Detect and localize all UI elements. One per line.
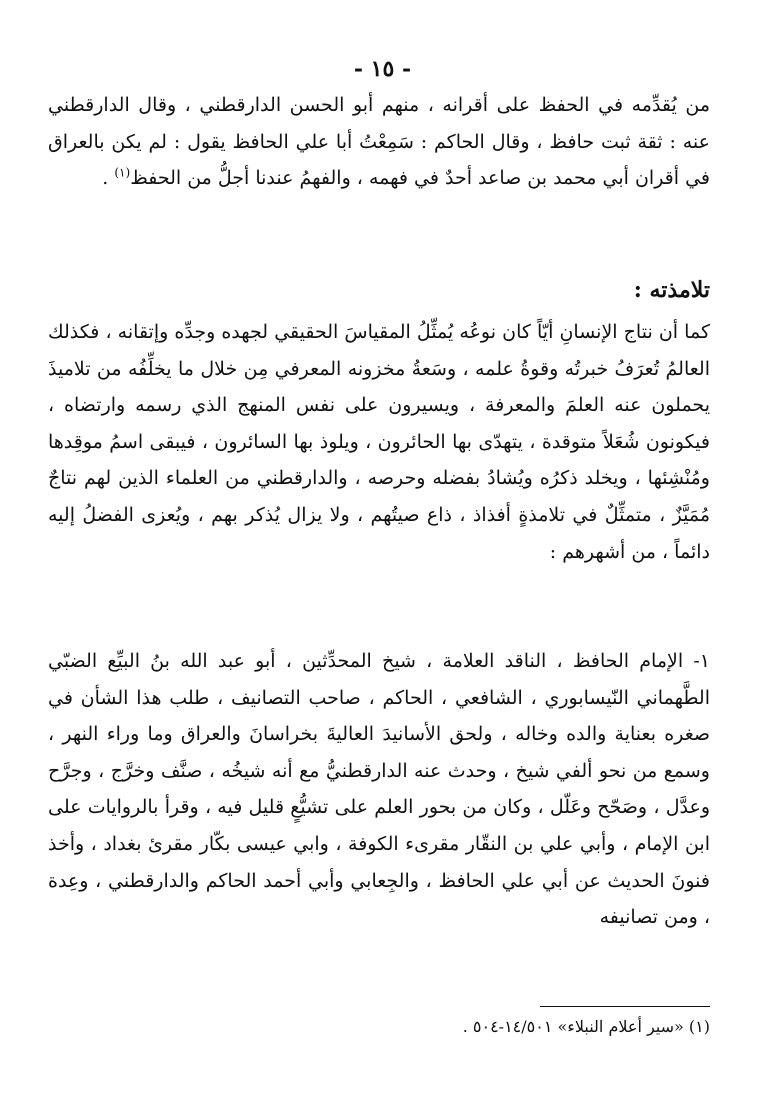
- intro-paragraph: [48, 87, 710, 197]
- footnote-marker[interactable]: (١): [114, 165, 131, 180]
- students-paragraph: كما أن نتاج الإنسانِ أيّاً كان نوعُه يُمثِّلُ المقياسَ الحقيقي لجهده وجدِّه وإتقانه ، فكذلك العالمُ تُعرَفُ خبرتُه وقوةُ علمه ، وسَعةُ مخزونه المعرفي مِن خلال ما يخلِّفُه من تلاميذَ يحملون عنه العلمَ والمعرفة ، ويسيرون على نفس المنهج الذي رسمه وارتضاه ، فيكونون شُعَلاً متوقدة ، يتهدّى بها الحائرون ، ويلوذ بها السائرون ، فيبقى اسمُ موقِدها ومُنْشِئها ، ويخلد ذكرُه ويُشادُ بفضله وحرصه ، والدارقطني من العلماء الذين لهم نتاجٌ مُمَيَّزٌ ، متمثِّلٌ في تلامذةٍ أفذاذ ، ذاع صيتُهم ، ولا يزال يُذكر بهم ، ويُعزى الفضلُ إليه دائماً ، من أشهرهم :: [48, 321, 710, 563]
- scholar-paragraph: ١- الإمام الحافظ ، الناقد العلامة ، شيخ المحدِّثين ، أبو عبد الله بنُ البيِّع الضبّي الطَّهماني النّيسابوري ، الشافعي ، الحاكم ، صاحب التصانيف ، طلب هذا الشأن في صغره بعناية والده وخاله ، ولحق الأسانيدَ العاليةَ بخراسانَ والعراق وما وراء النهر ، وسمع من نحو ألفي شيخ ، وحدث عنه الدارقطنيُّ مع أنه شيخُه ، صنَّف وخرَّج ، وجرَّح وعدَّل ، وصَحّح وعَلّل ، وكان من بحور العلم على تشيُّعٍ قليل فيه ، وقرأ بالروايات على ابن الإمام ، وأبي علي بن النقّار مقرىء الكوفة ، وابي عيسى بكّار مقرئ بغداد ، وأخذ فنونَ الحديث عن أبي علي الحافظ ، والجِعابي وأبي أحمد الحاكم والدارقطني ، وعِدة ، ومن تصانيفه: [48, 650, 710, 929]
- section-heading: تلامذته :: [633, 277, 710, 303]
- intro-paragraph-block: [48, 87, 710, 197]
- footnote-divider: [540, 1006, 710, 1007]
- page-number: - ١٥ -: [353, 56, 412, 82]
- students-paragraph-block: [48, 314, 710, 570]
- intro-text-end: .: [102, 167, 115, 190]
- intro-text: من يُقدِّمه في الحفظ على أقرانه ، منهم أبو الحسن الدارقطني ، وقال الدارقطني عنه : ثقة ثبت حافظ ، وقال الحاكم : سَمِعْتُ أبا علي الحافظ يقول : لم يكن بالعراق في أقران أبي محمد بن صاعد أحدٌ في فهمه ، والفهمُ عندنا أجلُّ من الحفظ: [48, 94, 710, 190]
- scholar-paragraph-block: [48, 643, 710, 936]
- footnote: (١) «سير أعلام النبلاء» ١٤/٥٠١-٥٠٤ .: [462, 1017, 710, 1036]
